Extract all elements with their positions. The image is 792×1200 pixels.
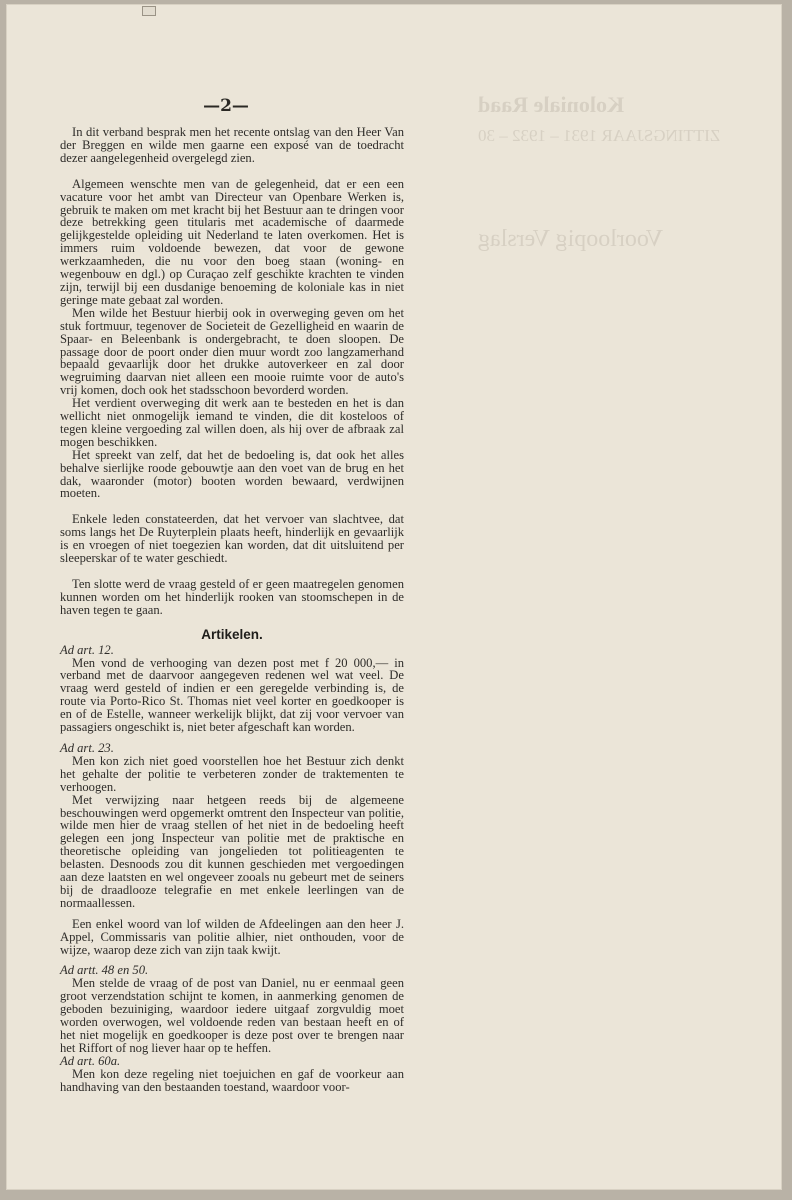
paragraph: Men wilde het Bestuur hierbij ook in overweging geven om het stuk fortmuur, tegenover de Societeit de Gezelligheid en waarin de Spaar- en Beleenbank is ondergebracht, te doen sloopen. De passage door de poort onder dien muur wordt zoo langzamerhand bepaald gevaarlijk door het drukke autoverkeer en zal door wegruiming daarvan niet alleen een mooie ruimte voor de auto's vrij komen, doch ook het stadsschoon bevorderd worden.	[60, 305, 404, 398]
paragraph: Men kon zich niet goed voorstellen hoe het Bestuur zich denkt het gehalte der politie te verbeteren zonder de traktementen te verhoogen.	[60, 753, 404, 794]
bleed-line-1: Koloniale Raad	[478, 92, 625, 117]
paragraph: Enkele leden constateerden, dat het vervoer van slachtvee, dat soms langs het De Ruyterplein plaats heeft, hinderlijk en gevaarlijk is en vroegen of niet toegezien kan worden, dat dit uitsluitend per sleeperskar of te water geschiedt.	[60, 512, 404, 566]
bleed-through-text	[478, 92, 758, 253]
document-body	[60, 126, 404, 1094]
binding-mark	[142, 6, 156, 16]
bleed-line-3: Voorloopig Verslag	[478, 226, 664, 252]
paragraph: Met verwijzing naar hetgeen reeds bij de algemeene beschouwingen werd opgemerkt omtrent den Inspecteur van politie, wilde men hier de vraag stellen of het niet in de bedoeling heeft gelegen een jong Inspecteur van politie met de praktische en theoretische opleiding van jongelieden tot politieagenten te belasten. Desnoods zou dit kunnen geschieden met vergoedingen aan deze laatsten en wel ongeveer zooals nu gebeurt met de seiners bij de draadlooze telegrafie en met enkele leerlingen van de normaallessen.	[60, 792, 404, 910]
paragraph: Algemeen wenschte men van de gelegenheid, dat er een een vacature voor het ambt van Directeur van Openbare Werken is, gebruik te maken om met kracht bij het Bestuur aan te dringen voor deze betrekking geen titularis met academische of daarmede gelijkgestelde opleiding uit Nederland te laten overkomen. Het is immers ruim voldoende bewezen, dat voor de gewone werkzaamheden, die nu voor den boeg staan (woning- en wegenbouw en dgl.) op Curaçao zelf geschikte krachten te vinden zijn, terwijl bij een dusdanige benoeming de koloniale kas in niet geringe mate gebaat zal worden.	[60, 176, 404, 307]
article-heading: Ad art. 23.	[60, 740, 114, 755]
article-heading: Ad art. 12.	[60, 642, 114, 657]
paragraph: Het spreekt van zelf, dat het de bedoeling is, dat ook het alles behalve sierlijke roode gebouwtje aan den voet van de brug en het dak, waaronder (motor) booten worden bewaard, verdwijnen moeten.	[60, 447, 404, 501]
section-title: Artikelen.	[201, 626, 263, 642]
paragraph: Ten slotte werd de vraag gesteld of er geen maatregelen genomen kunnen worden om het hinderlijk rooken van stoomschepen in de haven tegen te gaan.	[60, 577, 404, 617]
paragraph: Men kon deze regeling niet toejuichen en gaf de voorkeur aan handhaving van den bestaanden toestand, waardoor voor-	[60, 1066, 404, 1094]
paragraph: Men stelde de vraag of de post van Daniel, nu er eenmaal geen groot verzendstation schijnt te komen, in aanmerking genomen de geboden bezuiniging, waardoor iedere uitgaaf zorgvuldig moet worden overwogen, wel voldoende reden van bestaan heeft en of het niet mogelijk en goedkooper is deze post over te brengen naar het Riffort of nog liever haar op te heffen.	[60, 976, 404, 1055]
page-number: —2—	[203, 96, 249, 116]
intro-paragraph: In dit verband besprak men het recente ontslag van den Heer Van der Breggen en wilde men gaarne een exposé van de toedracht dezer aangelegenheid overgelegd zien.	[60, 125, 404, 165]
paragraph: Een enkel woord van lof wilden de Afdeelingen aan den heer J. Appel, Commissaris van politie alhier, niet onthouden, voor de wijze, waarop deze zich van zijn taak kwijt.	[60, 916, 404, 957]
article-heading: Ad artt. 48 en 50.	[60, 963, 149, 978]
article-heading: Ad art. 60a.	[60, 1053, 121, 1068]
paragraph: Men vond de verhooging van dezen post met f 20 000,— in verband met de daarvoor aangegeven redenen wel wat veel. De vraag werd gesteld of indien er een geregelde verbinding is, de route via Porto-Rico St. Thomas niet veel korter en goedkooper is en of de Estelle, wanneer werkelijk blijkt, dat zij voor vervoer van passagiers ongeschikt is, niet beter afgeschaft kan worden.	[60, 655, 404, 735]
bleed-line-2: ZITTINGSJAAR 1931 – 1932 – 30	[478, 126, 721, 145]
paragraph: Het verdient overweging dit werk aan te besteden en het is dan wellicht niet onmogelijk iemand te vinden, die dit kosteloos of tegen kleine vergoeding zal willen doen, als hij over de afbraak zal mogen beschikken.	[60, 396, 404, 449]
